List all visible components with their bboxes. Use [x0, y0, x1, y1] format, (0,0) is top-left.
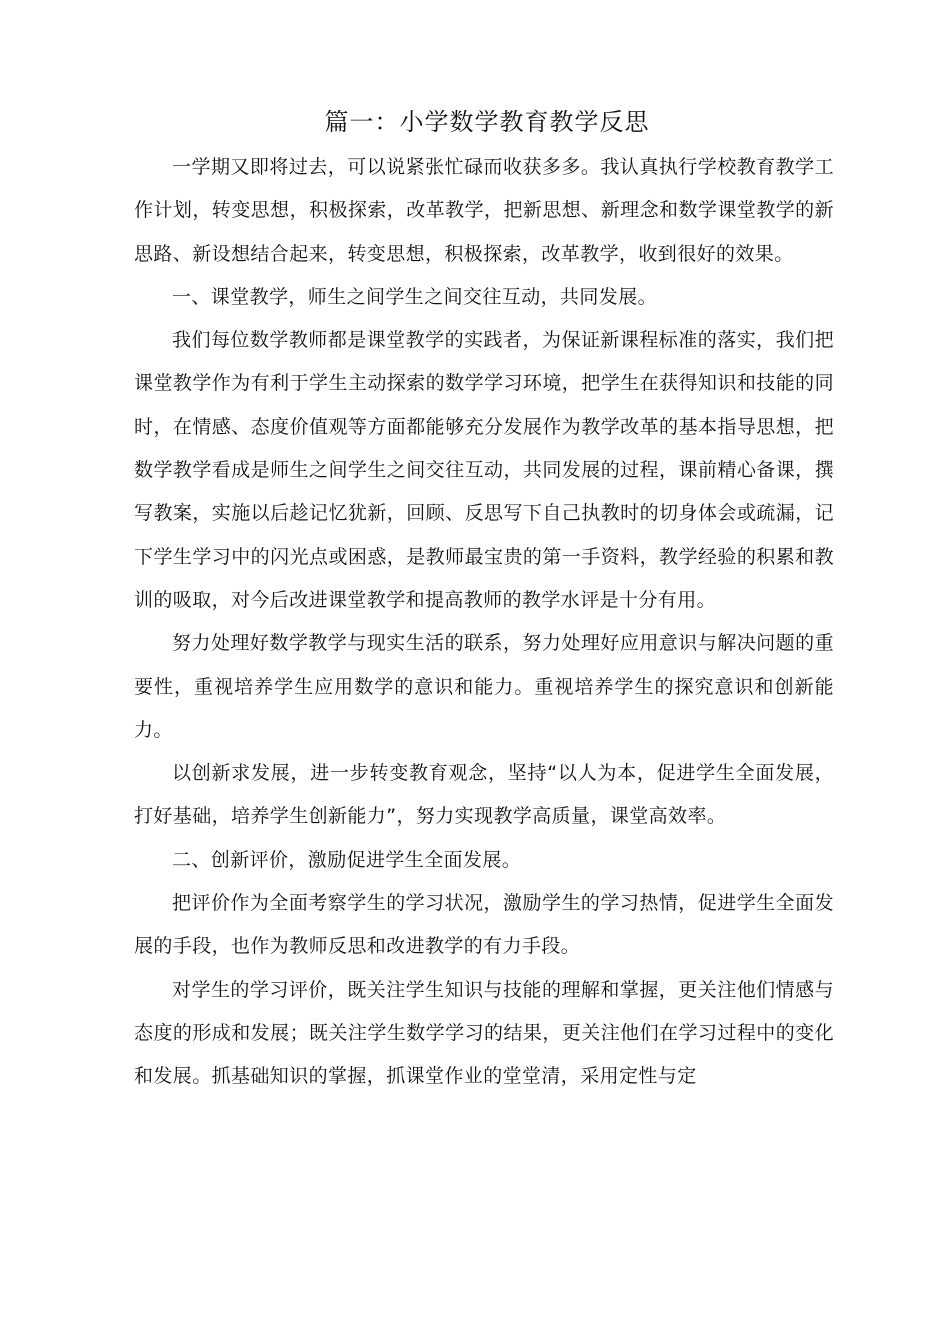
paragraph-assessment: 对学生的学习评价，既关注学生知识与技能的理解和掌握，更关注他们情感与态度的形成和发展；既关注学生数学学习的结果，更关注他们在学习过程中的变化和发展。抓基础知识的掌握，抓课堂作业的堂堂清，采用定性与定 [134, 978, 834, 1088]
paragraph-innovation: 以创新求发展，进一步转变教育观念，坚持“以人为本，促进学生全面发展，打好基础，培养学生创新能力”，努力实现教学高质量，课堂高效率。 [134, 762, 834, 828]
section-heading-1: 一、课堂教学，师生之间学生之间交往互动，共同发展。 [172, 285, 658, 308]
document-page [134, 100, 834, 1099]
document-title: 篇一：小学数学教育教学反思 [324, 108, 650, 136]
paragraph-intro: 一学期又即将过去，可以说紧张忙碌而收获多多。我认真执行学校教育教学工作计划，转变思想，积极探索，改革教学，把新思想、新理念和数学课堂教学的新思路、新设想结合起来，转变思想，积极探索，改革教学，收到很好的效果。 [134, 156, 834, 265]
paragraph-evaluation: 把评价作为全面考察学生的学习状况，激励学生的学习热情，促进学生全面发展的手段，也作为教师反思和改进教学的有力手段。 [134, 892, 834, 958]
paragraph-classroom-practice: 我们每位数学教师都是课堂教学的实践者，为保证新课程标准的落实，我们把课堂教学作为有利于学生主动探索的数学学习环境，把学生在获得知识和技能的同时，在情感、态度价值观等方面都能够充分发展作为教学改革的基本指导思想，把数学教学看成是师生之间学生之间交往互动，共同发展的过程，课前精心备课，撰写教案，实施以后趁记忆犹新，回顾、反思写下自己执教时的切身体会或疏漏，记下学生学习中的闪光点或困惑，是教师最宝贵的第一手资料，教学经验的积累和教训的吸取，对今后改进课堂教学和提高教师的教学水评是十分有用。 [134, 329, 834, 611]
paragraph-real-life: 努力处理好数学教学与现实生活的联系，努力处理好应用意识与解决问题的重要性，重视培养学生应用数学的意识和能力。重视培养学生的探究意识和创新能力。 [134, 632, 834, 741]
section-heading-2: 二、创新评价，激励促进学生全面发展。 [172, 848, 522, 871]
